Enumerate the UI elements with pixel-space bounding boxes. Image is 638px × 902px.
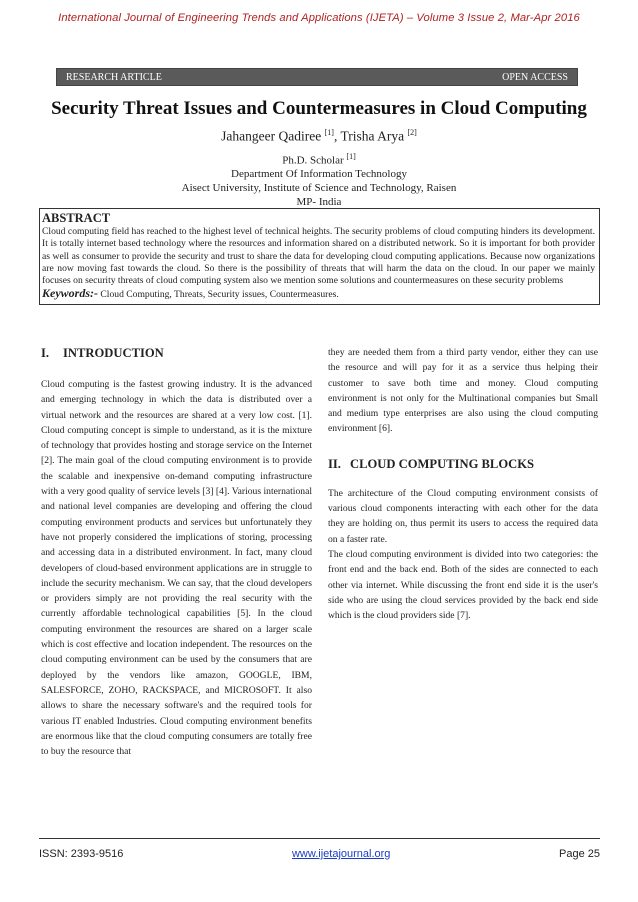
right-column — [328, 345, 598, 623]
location: MP- India — [296, 196, 342, 209]
author-mark: [2] — [407, 128, 417, 137]
keywords-line — [42, 287, 595, 301]
blocks-paragraph-2: The cloud computing environment is divided into two categories: the front end and the back end. Both of the sides are connected to each other via internet. While discussing the front end side it is the user's side who are using the cloud services provided by the back end side which is the cloud providers side [7]. — [328, 548, 598, 622]
title-block — [0, 98, 638, 209]
abstract-box — [39, 208, 600, 305]
keywords-text: Cloud Computing, Threats, Security issues, Countermeasures. — [100, 289, 339, 301]
section-number: II. — [328, 456, 341, 471]
author-mark: [1] — [324, 128, 334, 137]
paper-title: Security Threat Issues and Countermeasures in Cloud Computing — [51, 98, 587, 119]
blocks-paragraph-1: The architecture of the Cloud computing environment consists of various cloud components interacting with each other for the data they are holding on, thus permit its users to access the required data on a faster rate. — [328, 487, 598, 545]
section-title: CLOUD COMPUTING BLOCKS — [350, 456, 535, 471]
introduction-paragraph: Cloud computing is the fastest growing industry. It is the advanced and emerging technology in which the data is distributed over a virtual network and the resources are shared at a very low cost. [1]. Cloud computing concept is simple to understand, as it is the mixture of technology that provides hosting and storage service on the Internet [2]. The main goal of the cloud computing environment is to provide the scalable and inexpensive on-demand computing infrastructure with a very good quality of service levels [3] [4]. Various international and national level companies are developing and offering the cloud computing environment products and services but unfortunately they have not properly considered the implications of storing, processing and accessing data in a distributed environment. In fact, many cloud developers of cloud-based environment applications are in struggle to include the security mechanism. We can say, that the cloud developers or providers simply are not providing the real security with the currently affordable technological capabilities [5]. In the cloud computing environment the resources are shared on a larger scale which is cost effective and location independent. The resources on the cloud computing environment can be used by the consumers that are deployed by the vendors like amazon, GOOGLE, IBM, SALESFORCE, ZOHO, RACKSPACE, and MICROSOFT. It also allows to share the necessary software's and the required tools for various IT enabled Industries. Cloud computing environment benefits are enormous like that the cloud computing consumers are totally free to buy the resource that — [41, 379, 312, 758]
section-heading-cloud-computing-blocks — [328, 456, 598, 472]
section-heading-introduction — [41, 345, 312, 361]
keywords-label: Keywords:- — [42, 286, 98, 301]
open-access-label: OPEN ACCESS — [502, 71, 568, 83]
abstract-heading: ABSTRACT — [42, 211, 111, 225]
issn: ISSN: 2393-9516 — [39, 848, 124, 860]
research-article-label: RESEARCH ARTICLE — [66, 71, 162, 83]
author-list — [0, 124, 638, 146]
journal-website-link[interactable]: www.ijetajournal.org — [291, 848, 391, 860]
section-title: INTRODUCTION — [63, 346, 164, 360]
journal-header: International Journal of Engineering Trends and Applications (IJETA) – Volume 3 Issue 2, Mar-Apr 2016 — [58, 12, 580, 24]
article-type-banner — [56, 68, 578, 86]
scholar-line — [0, 150, 638, 168]
author-separator: , — [333, 128, 341, 144]
introduction-continued-paragraph: they are needed them from a third party vendor, either they can use the resource and will pay for it as a service thus helping their customer to save both time and money. Cloud computing environment is not only for the Multinational companies but Small and medium type enterprises are also using the cloud computing environment [6]. — [328, 347, 598, 435]
left-column — [41, 345, 312, 759]
page-number: Page 25 — [559, 848, 600, 860]
university: Aisect University, Institute of Science and Technology, Raisen — [181, 182, 457, 195]
section-number: I. — [41, 346, 50, 360]
scholar-title: Ph.D. Scholar — [282, 154, 344, 167]
abstract-text: Cloud computing field has reached to the highest level of technical heights. The security problems of cloud computing hinders its development. It is totally internet based technology where the resources and information shared on a distributed network. So it is important for both provider as well as consumer to provide the security and trust to share the data for developing cloud computing applications. Because now organizations are now moving fast towards the cloud. So there is the possibility of threats that will harm the data on the cloud. In our paper we mainly focuses on security threats of cloud computing system also we mention some solutions and countermeasures on these security problems — [42, 226, 595, 287]
department: Department Of Information Technology — [231, 168, 407, 181]
page-footer — [39, 848, 600, 860]
scholar-mark: [1] — [346, 151, 356, 161]
author-name: Jahangeer Qadiree — [221, 128, 322, 144]
author-name: Trisha Arya — [340, 128, 405, 144]
footer-divider — [39, 838, 600, 839]
